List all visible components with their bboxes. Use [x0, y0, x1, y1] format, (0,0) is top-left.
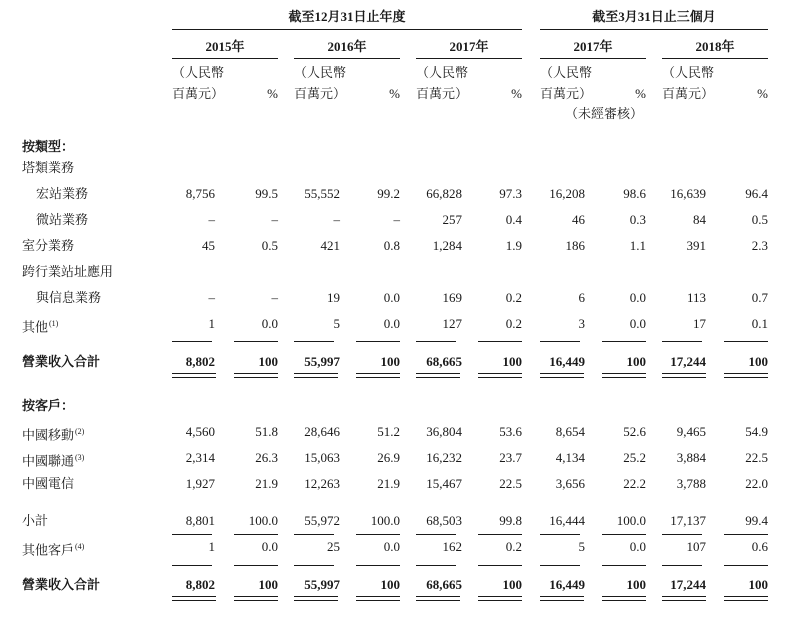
footnote-marker: (3) [75, 453, 85, 462]
amount-cell: 3,788 [676, 476, 706, 491]
amount-cell: 1 [208, 539, 215, 554]
percent-cell: 22.0 [745, 476, 768, 491]
percent-cell: 0.8 [383, 238, 400, 253]
amount-cell: 16,449 [549, 354, 585, 369]
sum-rule [416, 341, 456, 342]
total-double-rule [540, 373, 584, 378]
amount-cell: 1 [208, 316, 215, 331]
sum-rule [356, 341, 400, 342]
unit-label-line2: 百萬元） [294, 86, 347, 101]
amount-cell: 1,284 [432, 238, 462, 253]
percent-cell: 51.8 [255, 424, 278, 439]
percent-cell: – [271, 290, 278, 305]
row-label [22, 450, 84, 469]
row-label-text: 塔類業務 [22, 160, 75, 175]
footnote-marker: (1) [49, 319, 59, 328]
sum-rule [478, 565, 522, 566]
sum-rule [540, 534, 580, 535]
row-label [36, 212, 88, 228]
percent-cell: 0.6 [751, 539, 768, 554]
amount-cell: 8,802 [185, 577, 215, 592]
period-q-header: 截至3月31日止三個月 [592, 9, 716, 24]
amount-cell: 1,927 [185, 476, 215, 491]
percent-cell: 1.9 [505, 238, 522, 253]
amount-cell: 186 [565, 238, 585, 253]
amount-cell: – [333, 212, 340, 227]
unit-label-line2: 百萬元） [416, 86, 469, 101]
amount-cell: 9,465 [676, 424, 706, 439]
amount-cell: 8,654 [555, 424, 585, 439]
total-double-rule [662, 373, 706, 378]
row-label [22, 577, 100, 593]
amount-cell: 127 [442, 316, 462, 331]
sum-rule [724, 534, 768, 535]
sum-rule [602, 341, 646, 342]
percent-cell: 21.9 [377, 476, 400, 491]
amount-cell: 3 [578, 316, 585, 331]
amount-cell: 16,444 [549, 513, 585, 528]
percent-cell: 0.0 [629, 539, 646, 554]
percent-cell: 100 [502, 354, 522, 369]
sum-rule [234, 565, 278, 566]
percent-cell: 22.5 [745, 450, 768, 465]
year-rule [662, 58, 768, 59]
total-double-rule [172, 373, 216, 378]
amount-cell: 17,244 [670, 577, 706, 592]
period-fy-rule [172, 29, 522, 30]
year-2017: 2017年 [449, 39, 489, 54]
year-2018q: 2018年 [695, 39, 735, 54]
row-label [22, 264, 113, 280]
percent-cell: 0.2 [505, 539, 522, 554]
row-label [36, 186, 88, 202]
section-by-type: 按類型： [22, 139, 75, 154]
total-double-rule [478, 373, 522, 378]
row-label [22, 354, 100, 370]
amount-cell: 68,665 [426, 577, 462, 592]
row-label-text: 宏站業務 [36, 186, 89, 201]
row-label-text: 其他客戶 [22, 542, 75, 558]
sum-rule [294, 534, 334, 535]
percent-cell: 54.9 [745, 424, 768, 439]
percent-cell: 1.1 [629, 238, 646, 253]
total-double-rule [478, 596, 522, 601]
amount-cell: 5 [333, 316, 340, 331]
percent-cell: 96.4 [745, 186, 768, 201]
sum-rule [724, 341, 768, 342]
sum-rule [234, 341, 278, 342]
amount-cell: 15,063 [304, 450, 340, 465]
total-double-rule [602, 596, 646, 601]
percent-cell: 26.3 [255, 450, 278, 465]
percent-cell: 100 [380, 577, 400, 592]
percent-cell: 100 [380, 354, 400, 369]
unit-label-line1: （人民幣 [662, 65, 715, 80]
unit-label-line2: 百萬元） [172, 86, 225, 101]
sum-rule [172, 565, 212, 566]
total-double-rule [416, 596, 460, 601]
footnote-marker: (2) [75, 427, 85, 436]
amount-cell: 107 [686, 539, 706, 554]
sum-rule [662, 565, 702, 566]
percent-cell: – [271, 212, 278, 227]
percent-cell: 0.0 [629, 316, 646, 331]
amount-cell: 19 [327, 290, 340, 305]
percent-cell: 0.3 [629, 212, 646, 227]
percent-cell: 100.0 [616, 513, 646, 528]
sum-rule [602, 565, 646, 566]
row-label [22, 424, 84, 443]
amount-cell: 8,801 [185, 513, 215, 528]
amount-cell: 421 [320, 238, 340, 253]
row-label [36, 290, 101, 306]
row-label [22, 513, 48, 529]
amount-cell: 4,560 [185, 424, 215, 439]
period-fy-header: 截至12月31日止年度 [288, 9, 406, 24]
row-label-text: 營業收入合計 [22, 577, 101, 592]
amount-cell: 8,802 [185, 354, 215, 369]
sum-rule [540, 565, 580, 566]
sum-rule [294, 565, 334, 566]
amount-cell: 17 [693, 316, 706, 331]
amount-cell: 3,884 [676, 450, 706, 465]
sum-rule [416, 565, 456, 566]
percent-cell: 100 [258, 354, 278, 369]
percent-cell: 0.5 [751, 212, 768, 227]
percent-cell: 22.2 [623, 476, 646, 491]
total-double-rule [294, 373, 338, 378]
amount-cell: 68,503 [426, 513, 462, 528]
total-double-rule [724, 596, 768, 601]
amount-cell: 45 [202, 238, 215, 253]
row-label-text: 小計 [22, 513, 49, 528]
row-label [22, 476, 74, 492]
unit-label-line1: （人民幣 [294, 65, 347, 80]
total-double-rule [356, 596, 400, 601]
amount-cell: 4,134 [555, 450, 585, 465]
amount-cell: 66,828 [426, 186, 462, 201]
unit-label-line1: （人民幣 [172, 65, 225, 80]
percent-cell: 98.6 [623, 186, 646, 201]
percent-cell: 22.5 [499, 476, 522, 491]
row-label-text: 中國電信 [22, 476, 75, 491]
percent-cell: 99.4 [745, 513, 768, 528]
amount-cell: 257 [442, 212, 462, 227]
section-by-customer: 按客戶： [22, 398, 75, 413]
amount-cell: 36,804 [426, 424, 462, 439]
percent-cell: 0.1 [751, 316, 768, 331]
total-double-rule [356, 373, 400, 378]
percent-cell: 51.2 [377, 424, 400, 439]
amount-cell: 68,665 [426, 354, 462, 369]
amount-cell: 2,314 [185, 450, 215, 465]
row-label [22, 316, 58, 335]
sum-rule [540, 341, 580, 342]
row-label-text: 微站業務 [36, 212, 89, 227]
amount-cell: 17,137 [670, 513, 706, 528]
amount-cell: 3,656 [555, 476, 585, 491]
percent-cell: 52.6 [623, 424, 646, 439]
pct-label: % [635, 86, 646, 101]
amount-cell: 16,639 [670, 186, 706, 201]
total-double-rule [602, 373, 646, 378]
amount-cell: 17,244 [670, 354, 706, 369]
amount-cell: 16,449 [549, 577, 585, 592]
total-double-rule [724, 373, 768, 378]
year-2016: 2016年 [327, 39, 367, 54]
percent-cell: 100 [626, 577, 646, 592]
sum-rule [172, 534, 212, 535]
percent-cell: 0.0 [629, 290, 646, 305]
unit-label-line1: （人民幣 [416, 65, 469, 80]
percent-cell: 0.4 [505, 212, 522, 227]
percent-cell: 99.5 [255, 186, 278, 201]
amount-cell: 162 [442, 539, 462, 554]
sum-rule [172, 341, 212, 342]
amount-cell: 28,646 [304, 424, 340, 439]
total-double-rule [172, 596, 216, 601]
amount-cell: 84 [693, 212, 706, 227]
percent-cell: 0.7 [751, 290, 768, 305]
amount-cell: 16,208 [549, 186, 585, 201]
percent-cell: 21.9 [255, 476, 278, 491]
year-rule [294, 58, 400, 59]
percent-cell: 0.0 [261, 539, 278, 554]
unaudited-label: （未經審核） [565, 106, 644, 121]
amount-cell: 113 [686, 290, 706, 305]
year-2015: 2015年 [205, 39, 245, 54]
percent-cell: 100.0 [370, 513, 400, 528]
percent-cell: 100 [626, 354, 646, 369]
percent-cell: 100 [258, 577, 278, 592]
pct-label: % [267, 86, 278, 101]
amount-cell: 8,756 [185, 186, 215, 201]
total-double-rule [662, 596, 706, 601]
percent-cell: 0.0 [383, 290, 400, 305]
percent-cell: 0.2 [505, 290, 522, 305]
percent-cell: 25.2 [623, 450, 646, 465]
percent-cell: 100 [502, 577, 522, 592]
total-double-rule [416, 373, 460, 378]
year-rule [540, 58, 646, 59]
percent-cell: 23.7 [499, 450, 522, 465]
percent-cell: 0.0 [383, 316, 400, 331]
amount-cell: 5 [578, 539, 585, 554]
pct-label: % [757, 86, 768, 101]
amount-cell: 46 [572, 212, 585, 227]
sum-rule [416, 534, 456, 535]
percent-cell: 99.2 [377, 186, 400, 201]
percent-cell: – [393, 212, 400, 227]
percent-cell: 99.8 [499, 513, 522, 528]
row-label [22, 160, 74, 176]
amount-cell: 55,997 [304, 354, 340, 369]
amount-cell: 55,997 [304, 577, 340, 592]
percent-cell: 26.9 [377, 450, 400, 465]
total-double-rule [540, 596, 584, 601]
unit-label-line2: 百萬元） [540, 86, 593, 101]
row-label-text: 其他 [22, 319, 49, 335]
row-label [22, 539, 84, 558]
sum-rule [356, 534, 400, 535]
sum-rule [662, 534, 702, 535]
percent-cell: 97.3 [499, 186, 522, 201]
total-double-rule [234, 596, 278, 601]
sum-rule [478, 341, 522, 342]
row-label-text: 室分業務 [22, 238, 75, 253]
year-rule [416, 58, 522, 59]
sum-rule [294, 341, 334, 342]
amount-cell: 16,232 [426, 450, 462, 465]
row-label-text: 中國移動 [22, 427, 75, 443]
footnote-marker: (4) [75, 542, 85, 551]
pct-label: % [389, 86, 400, 101]
amount-cell: 55,552 [304, 186, 340, 201]
row-label [22, 238, 74, 254]
row-label-text: 中國聯通 [22, 453, 75, 469]
year-rule [172, 58, 278, 59]
percent-cell: 0.0 [383, 539, 400, 554]
period-q-rule [540, 29, 768, 30]
sum-rule [724, 565, 768, 566]
unit-label-line2: 百萬元） [662, 86, 715, 101]
sum-rule [356, 565, 400, 566]
amount-cell: 25 [327, 539, 340, 554]
amount-cell: 6 [578, 290, 585, 305]
percent-cell: 100.0 [248, 513, 278, 528]
percent-cell: 0.0 [261, 316, 278, 331]
pct-label: % [511, 86, 522, 101]
percent-cell: 0.2 [505, 316, 522, 331]
percent-cell: 0.5 [261, 238, 278, 253]
row-label-text: 跨行業站址應用 [22, 264, 114, 279]
row-label-text: 與信息業務 [36, 290, 102, 305]
amount-cell: 391 [686, 238, 706, 253]
sum-rule [234, 534, 278, 535]
row-label-text: 營業收入合計 [22, 354, 101, 369]
total-double-rule [294, 596, 338, 601]
amount-cell: – [208, 290, 215, 305]
amount-cell: – [208, 212, 215, 227]
amount-cell: 15,467 [426, 476, 462, 491]
year-2017q: 2017年 [573, 39, 613, 54]
amount-cell: 55,972 [304, 513, 340, 528]
unit-label-line1: （人民幣 [540, 65, 593, 80]
sum-rule [602, 534, 646, 535]
percent-cell: 2.3 [751, 238, 768, 253]
sum-rule [662, 341, 702, 342]
amount-cell: 12,263 [304, 476, 340, 491]
amount-cell: 169 [442, 290, 462, 305]
sum-rule [478, 534, 522, 535]
total-double-rule [234, 373, 278, 378]
percent-cell: 53.6 [499, 424, 522, 439]
percent-cell: 100 [748, 354, 768, 369]
percent-cell: 100 [748, 577, 768, 592]
